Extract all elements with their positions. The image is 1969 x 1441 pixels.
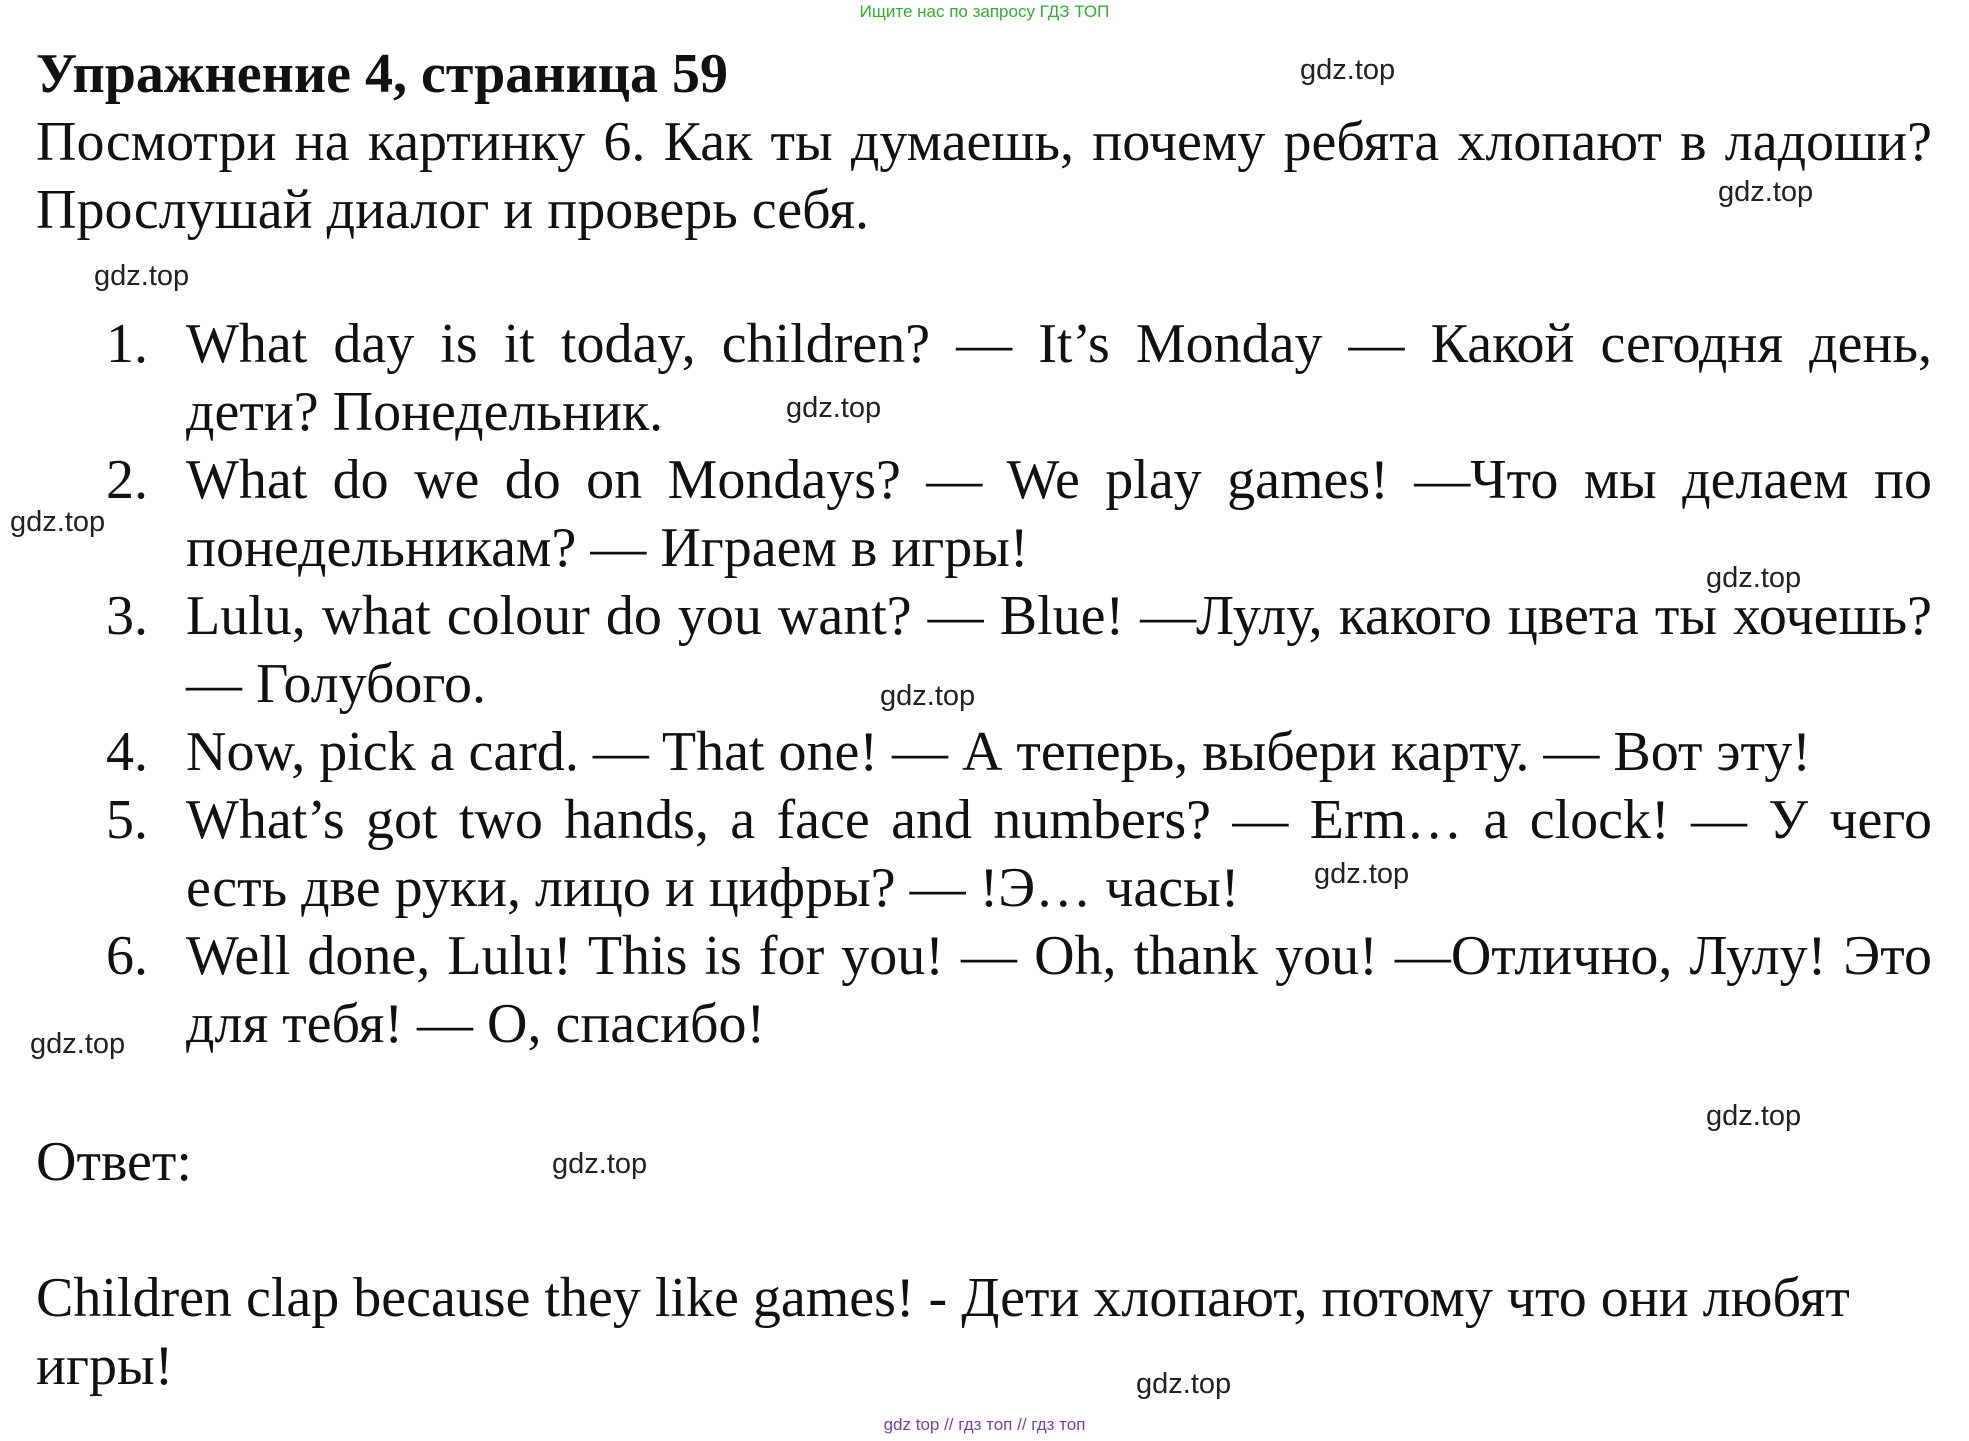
watermark: gdz.top	[786, 392, 882, 424]
watermark: gdz.top	[30, 1028, 126, 1060]
item-text: Now, pick a card. — That one! — А теперь, выбери карту. — Вот эту!	[186, 721, 1811, 783]
watermark: gdz.top	[1300, 54, 1396, 86]
watermark: gdz.top	[552, 1148, 648, 1180]
item-number: 6.	[106, 925, 148, 987]
watermark: gdz.top	[1136, 1368, 1232, 1400]
item-text: Well done, Lulu! This is for you! — Oh, thank you! —Отлично, Лулу! Это для тебя! — О, спасибо!	[186, 925, 1932, 1055]
item-number: 4.	[106, 721, 148, 783]
item-text: Lulu, what colour do you want? — Blue! —Лулу, какого цвета ты хочешь? — Голубого.	[186, 585, 1932, 715]
dialog-item	[36, 582, 1932, 718]
watermark: gdz.top	[1706, 1100, 1802, 1132]
answer-text: Children clap because they like games! - Дети хлопают, потому что они любят игры!	[36, 1267, 1850, 1397]
watermark: gdz.top	[1706, 562, 1802, 594]
dialog-list	[36, 310, 1932, 1058]
dialog-item	[36, 922, 1932, 1058]
answer-label: Ответ:	[36, 1131, 192, 1193]
item-number: 5.	[106, 789, 148, 851]
top-banner: Ищите нас по запросу ГДЗ ТОП	[859, 2, 1110, 21]
item-number: 3.	[106, 585, 148, 647]
watermark: gdz.top	[880, 680, 976, 712]
dialog-item	[36, 786, 1932, 922]
bottom-banner: gdz top // гдз топ // гдз топ	[883, 1415, 1086, 1434]
item-text: What day is it today, children? — It’s Monday — Какой сегодня день, дети? Понедельник.	[186, 313, 1932, 443]
item-text: What do we do on Mondays? — We play games! —Что мы делаем по понедельникам? — Играем в игры!	[186, 449, 1932, 579]
dialog-item	[36, 310, 1932, 446]
task-text: Посмотри на картинку 6. Как ты думаешь, почему ребята хлопают в ладоши? Прослушай диалог и проверь себя.	[36, 111, 1932, 241]
item-number: 2.	[106, 449, 148, 511]
dialog-item	[36, 718, 1932, 786]
item-number: 1.	[106, 313, 148, 375]
watermark: gdz.top	[1718, 176, 1814, 208]
watermark: gdz.top	[10, 506, 106, 538]
watermark: gdz.top	[94, 260, 190, 292]
watermark: gdz.top	[1314, 858, 1410, 890]
dialog-item	[36, 446, 1932, 582]
item-text: What’s got two hands, a face and numbers? — Erm… a clock! — У чего есть две руки, лицо и цифры? — !Э… часы!	[186, 789, 1932, 919]
exercise-title: Упражнение 4, страница 59	[36, 43, 729, 105]
